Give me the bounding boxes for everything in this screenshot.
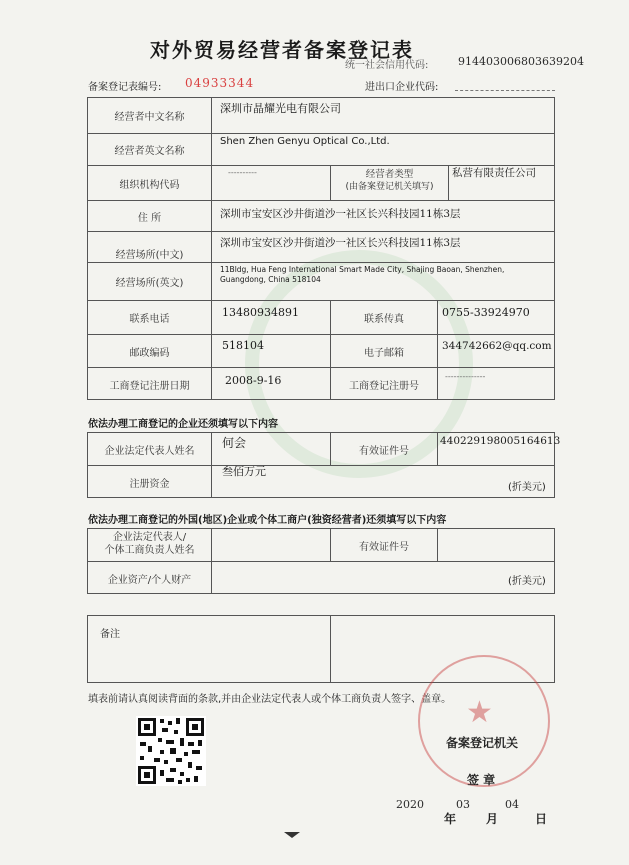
en-name: Shen Zhen Genyu Optical Co.,Ltd. bbox=[220, 136, 390, 147]
ie-code-line bbox=[455, 90, 555, 91]
fax: 0755-33924970 bbox=[442, 306, 530, 319]
table-divider bbox=[448, 165, 449, 200]
table-divider bbox=[437, 432, 438, 465]
id-label-2: 有效证件号 bbox=[359, 541, 409, 553]
remarks-label: 备注 bbox=[100, 629, 120, 640]
section1-title: 依法办理工商登记的企业还须填写以下内容 bbox=[88, 419, 278, 430]
zip-label: 邮政编码 bbox=[129, 347, 170, 359]
type-label: 经营者类型 (由备案登记机关填写) bbox=[345, 169, 434, 192]
credit-code-label: 统一社会信用代码: bbox=[345, 60, 429, 71]
table-divider bbox=[211, 97, 212, 400]
phone-label: 联系电话 bbox=[129, 314, 170, 325]
date-month: 03 bbox=[456, 798, 470, 811]
legal-rep-label: 企业法定代表人姓名 bbox=[104, 445, 195, 457]
table-divider bbox=[437, 528, 438, 561]
year-label: 年 bbox=[444, 812, 457, 826]
record-no-label: 备案登记表编号: bbox=[88, 82, 162, 93]
section2-title: 依法办理工商登记的外国(地区)企业或个体工商户(独资经营者)还须填写以下内容 bbox=[88, 515, 447, 526]
usd-note-2: (折美元) bbox=[508, 576, 546, 587]
seal-star-icon: ★ bbox=[466, 695, 493, 730]
date-year: 2020 bbox=[396, 798, 424, 811]
cn-name: 深圳市晶耀光电有限公司 bbox=[220, 102, 341, 115]
day-label: 日 bbox=[535, 812, 548, 826]
en-name-label: 经营者英文名称 bbox=[114, 146, 185, 157]
email: 344742662@qq.com bbox=[442, 340, 552, 352]
reg-date-label: 工商登记注册日期 bbox=[109, 380, 190, 392]
legal-rep: 何会 bbox=[222, 436, 247, 450]
month-label: 月 bbox=[486, 812, 499, 826]
reg-no-label: 工商登记注册号 bbox=[349, 380, 419, 392]
type-value: 私营有限责任公司 bbox=[452, 167, 536, 179]
place-cn-label: 经营场所(中文) bbox=[115, 249, 184, 261]
address-label: 住 所 bbox=[137, 212, 162, 224]
place-en: 11Bldg, Hua Feng International Smart Made City, Shajing Baoan, Shenzhen, Guangdong, China 518104 bbox=[220, 265, 505, 284]
email-label: 电子邮箱 bbox=[364, 347, 404, 359]
zip: 518104 bbox=[222, 339, 264, 352]
place-en-label: 经营场所(英文) bbox=[115, 278, 184, 289]
page-title: 对外贸易经营者备案登记表 bbox=[150, 38, 414, 62]
capital-label: 注册资金 bbox=[129, 478, 170, 490]
qr-code bbox=[136, 716, 206, 786]
capital: 叁佰万元 bbox=[222, 465, 266, 478]
date-day: 04 bbox=[505, 798, 519, 811]
org-code: ---------- bbox=[228, 168, 257, 177]
rep-label: 企业法定代表人/ 个体工商负责人姓名 bbox=[104, 532, 195, 556]
authority: 备案登记机关 bbox=[446, 736, 519, 750]
assets-label: 企业资产/个人财产 bbox=[107, 574, 192, 586]
scroll-marker-icon bbox=[284, 832, 300, 838]
ie-code-label: 进出口企业代码: bbox=[365, 82, 439, 93]
seal-label: 签 章 bbox=[467, 773, 496, 787]
cn-name-label: 经营者中文名称 bbox=[114, 112, 185, 123]
place-cn: 深圳市宝安区沙井街道沙一社区长兴科技园11栋3层 bbox=[220, 237, 461, 249]
id-label: 有效证件号 bbox=[359, 445, 409, 457]
record-no: 04933344 bbox=[185, 76, 255, 90]
footer-note: 填表前请认真阅读背面的条款,并由企业法定代表人或个体工商负责人签字、盖章。 bbox=[88, 694, 452, 705]
fax-label: 联系传真 bbox=[364, 314, 404, 325]
phone: 13480934891 bbox=[222, 306, 299, 319]
address: 深圳市宝安区沙井街道沙一社区长兴科技园11栋3层 bbox=[220, 208, 461, 220]
id-value: 440229198005164613 bbox=[440, 435, 561, 447]
credit-code: 914403006803639204 bbox=[458, 55, 584, 68]
table-divider bbox=[437, 300, 438, 400]
official-seal bbox=[418, 655, 550, 787]
usd-note: (折美元) bbox=[508, 482, 546, 493]
table-divider bbox=[330, 615, 331, 683]
reg-date: 2008-9-16 bbox=[225, 374, 282, 387]
org-code-label: 组织机构代码 bbox=[119, 179, 180, 191]
reg-no: -------------- bbox=[445, 372, 486, 381]
